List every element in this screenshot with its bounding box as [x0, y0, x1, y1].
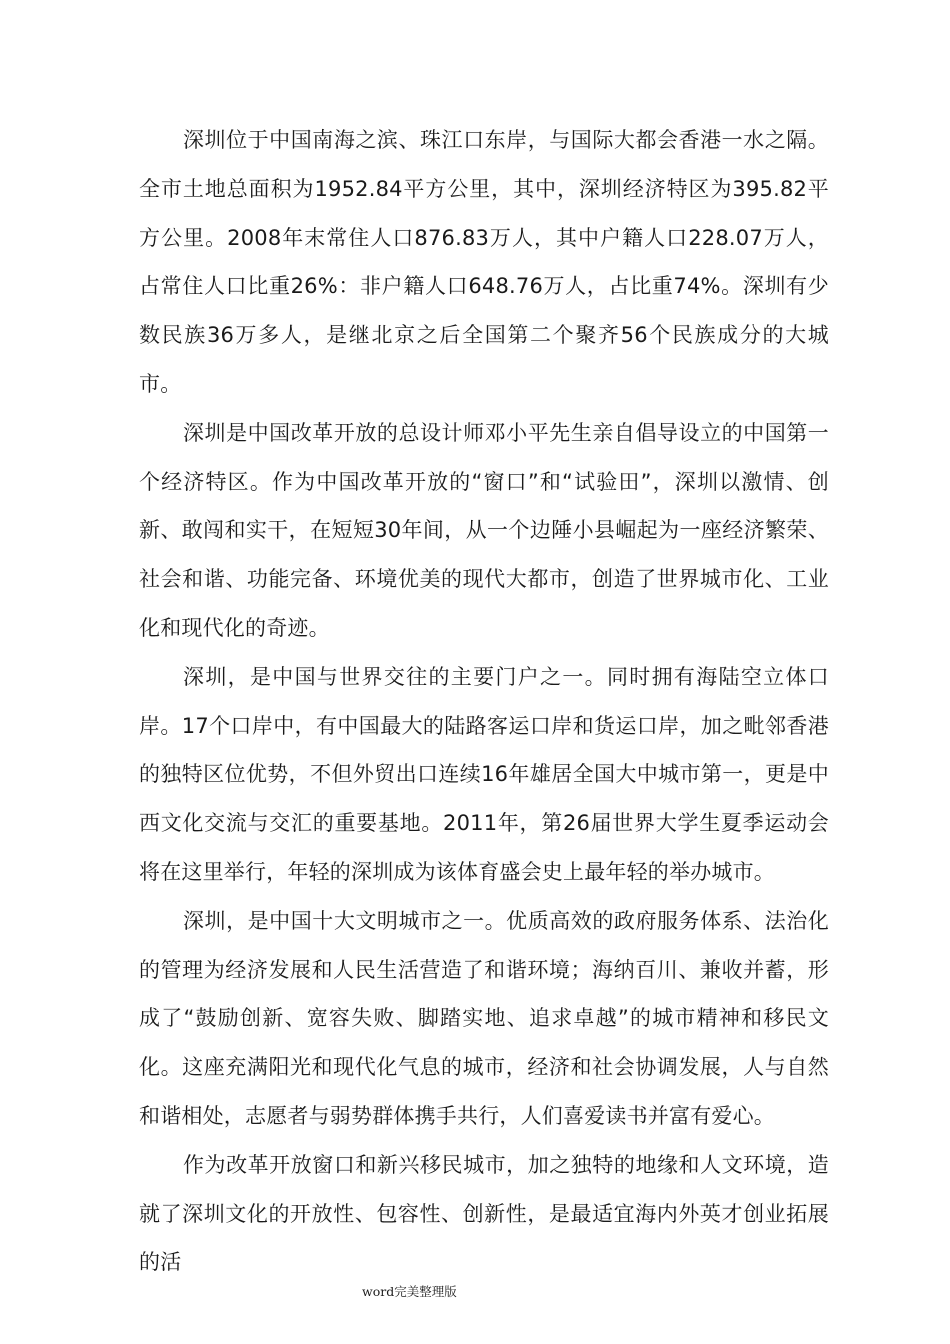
page-footer: word完美整理版	[362, 1284, 457, 1299]
paragraph-civilized-city: 深圳，是中国十大文明城市之一。优质高效的政府服务体系、法治化的管理为经济发展和人民生活营造了和谐环境；海纳百川、兼收并蓄，形成了“鼓励创新、宽容失败、脚踏实地、追求卓越”的城市精神和移民文化。这座充满阳光和现代化气息的城市，经济和社会协调发展，人与自然和谐相处，志愿者与弱势群体携手共行，人们喜爱读书并富有爱心。	[139, 908, 829, 1128]
paragraph-gateway: 深圳，是中国与世界交往的主要门户之一。同时拥有海陆空立体口岸。17个口岸中，有中国最大的陆路客运口岸和货运口岸，加之毗邻香港的独特区位优势，不但外贸出口连续16年雄居全国大中城市第一，更是中西文化交流与交汇的重要基地。2011年，第26届世界大学生夏季运动会将在这里举行，年轻的深圳成为该体育盛会史上最年轻的举办城市。	[139, 664, 829, 884]
paragraph-special-zone: 深圳是中国改革开放的总设计师邓小平先生亲自倡导设立的中国第一个经济特区。作为中国改革开放的“窗口”和“试验田”，深圳以激情、创新、敢闯和实干，在短短30年间，从一个边陲小县崛起为一座经济繁荣、社会和谐、功能完备、环境优美的现代大都市，创造了世界城市化、工业化和现代化的奇迹。	[139, 420, 829, 640]
paragraph-location: 深圳位于中国南海之滨、珠江口东岸，与国际大都会香港一水之隔。全市土地总面积为1952.84平方公里，其中，深圳经济特区为395.82平方公里。2008年末常住人口876.83万人，其中户籍人口228.07万人，占常住人口比重26%：非户籍人口648.76万人，占比重74%。深圳有少数民族36万多人，是继北京之后全国第二个聚齐56个民族成分的大城市。	[139, 128, 829, 396]
document-body	[139, 116, 829, 1287]
paragraph-culture: 作为改革开放窗口和新兴移民城市，加之独特的地缘和人文环境，造就了深圳文化的开放性、包容性、创新性，是最适宜海内外英才创业拓展的活	[139, 1152, 829, 1275]
